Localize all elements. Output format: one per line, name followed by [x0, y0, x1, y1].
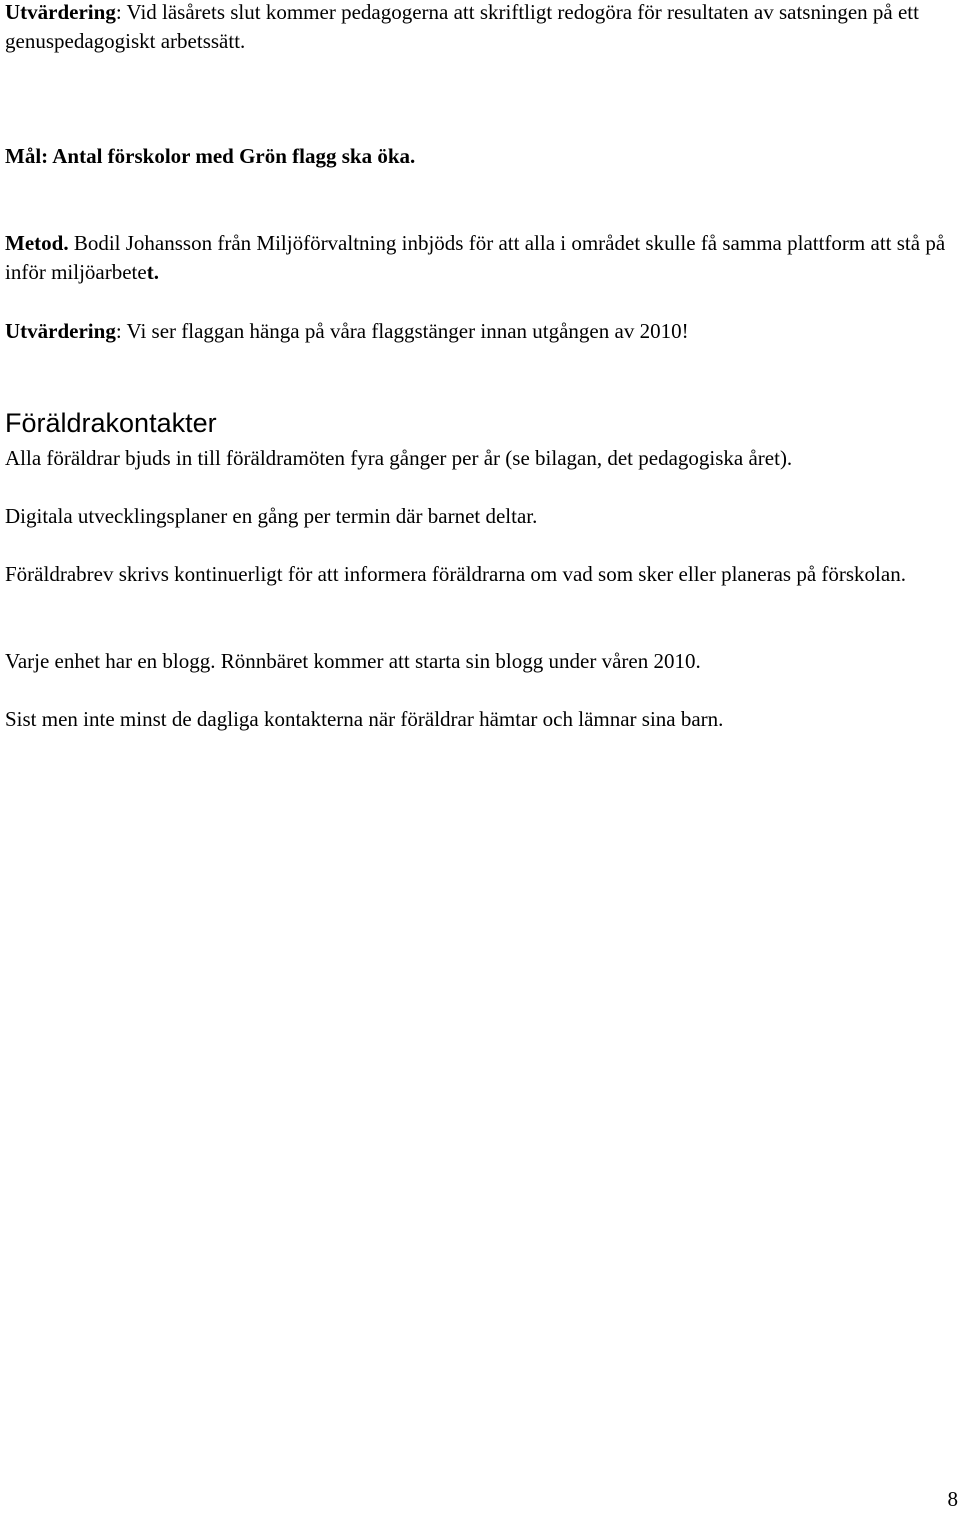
method-label: Metod. — [5, 231, 69, 255]
parent-contact-item: Varje enhet har en blogg. Rönnbäret kommer att starta sin blogg under våren 2010. — [5, 649, 701, 673]
parent-contact-item: Sist men inte minst de dagliga kontakterna när föräldrar hämtar och lämnar sina barn. — [5, 707, 724, 731]
parent-contact-item: Digitala utvecklingsplaner en gång per termin där barnet deltar. — [5, 504, 538, 528]
evaluation-paragraph-2 — [5, 317, 955, 346]
goal-text: Mål: Antal förskolor med Grön flagg ska öka. — [5, 144, 416, 168]
page-number: 8 — [947, 1487, 958, 1511]
evaluation-paragraph-1 — [5, 0, 955, 56]
evaluation-label: Utvärdering — [5, 0, 116, 24]
section-heading: Föräldrakontakter — [5, 408, 217, 438]
method-paragraph — [5, 229, 955, 287]
goal-paragraph — [5, 142, 955, 171]
method-text: Bodil Johansson från Miljöförvaltning inbjöds för att alla i området skulle få samma plattform att stå på inför miljöarbete — [5, 231, 946, 284]
method-text-suffix: t. — [146, 260, 159, 284]
parent-contact-item: Alla föräldrar bjuds in till föräldramöten fyra gånger per år (se bilagan, det pedagogiska året). — [5, 446, 793, 470]
evaluation-text: : Vid läsårets slut kommer pedagogerna att skriftligt redogöra för resultaten av satsningen på ett genuspedagogiskt arbetssätt. — [5, 0, 919, 53]
parent-contact-item: Föräldrabrev skrivs kontinuerligt för att informera föräldrarna om vad som sker eller planeras på förskolan. — [5, 562, 906, 586]
evaluation-text: : Vi ser flaggan hänga på våra flaggstänger innan utgången av 2010! — [115, 319, 689, 343]
evaluation-label: Utvärdering — [5, 319, 116, 343]
